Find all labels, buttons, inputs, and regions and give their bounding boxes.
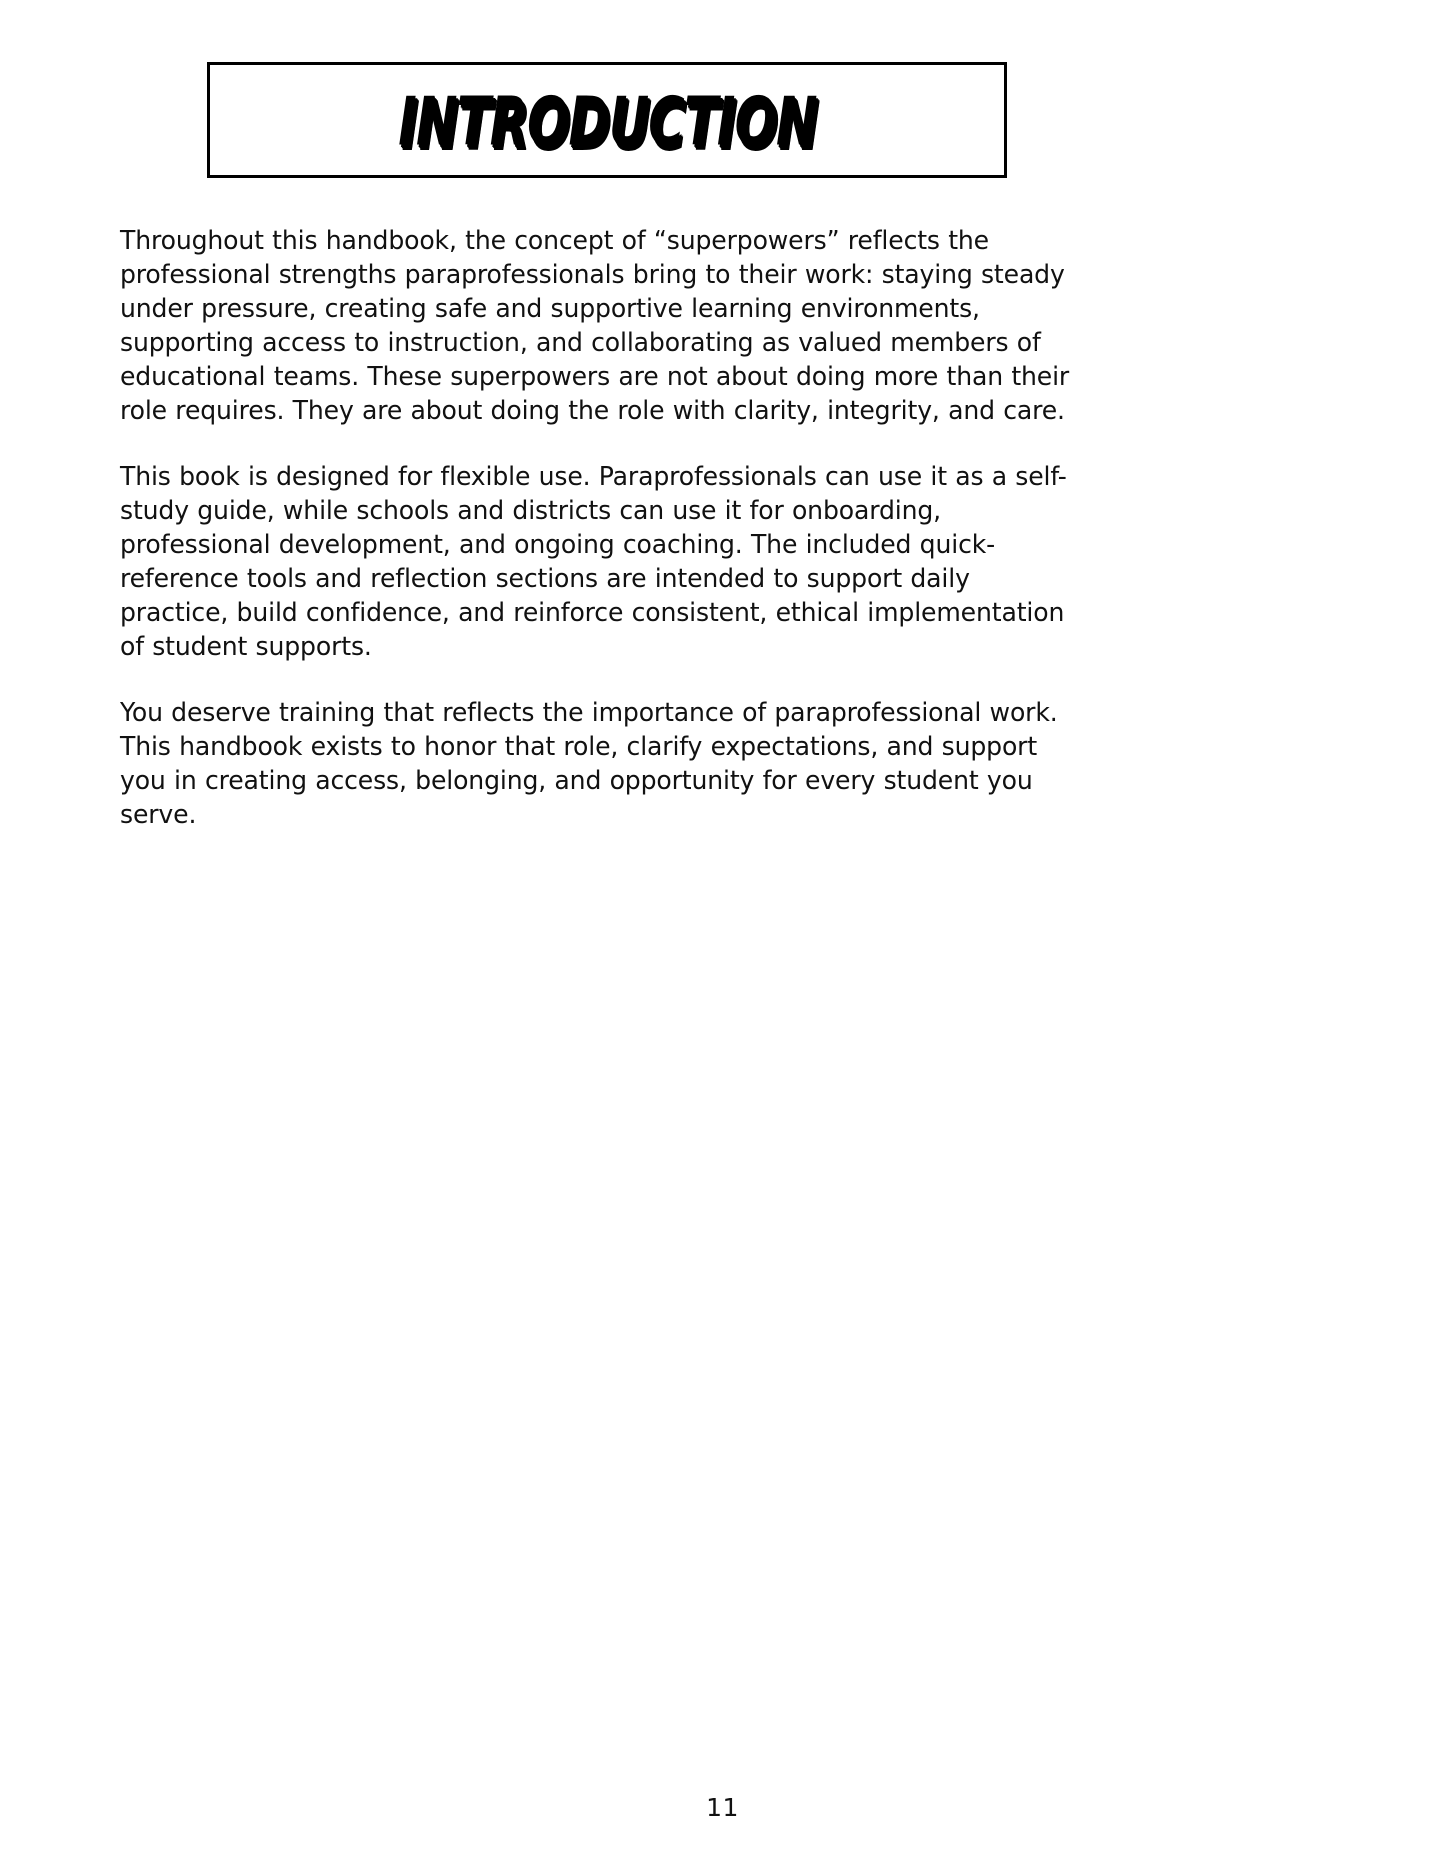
section-title-box	[207, 62, 1007, 178]
paragraph: This book is designed for flexible use. Paraprofessionals can use it as a self-study guide, while schools and districts can use it for onboarding, professional development, and ongoing coaching. The included quick-reference tools and reflection sections are intended to support daily practice, build confidence, and reinforce consistent, ethical implementation of student supports.	[120, 462, 1067, 662]
page-number: 11	[706, 1793, 739, 1822]
paragraph: You deserve training that reflects the importance of paraprofessional work. This handbook exists to honor that role, clarify expectations, and support you in creating access, belonging, and opportunity for every student you serve.	[120, 698, 1058, 830]
paragraph: Throughout this handbook, the concept of “superpowers” reflects the professional strengths paraprofessionals bring to their work: staying steady under pressure, creating safe and supportive learning environments, supporting access to instruction, and collaborating as valued members of educational teams. These superpowers are not about doing more than their role requires. They are about doing the role with clarity, integrity, and care.	[120, 226, 1070, 426]
page-title: INTRODUCTION	[397, 82, 817, 161]
body-content	[120, 224, 1092, 832]
